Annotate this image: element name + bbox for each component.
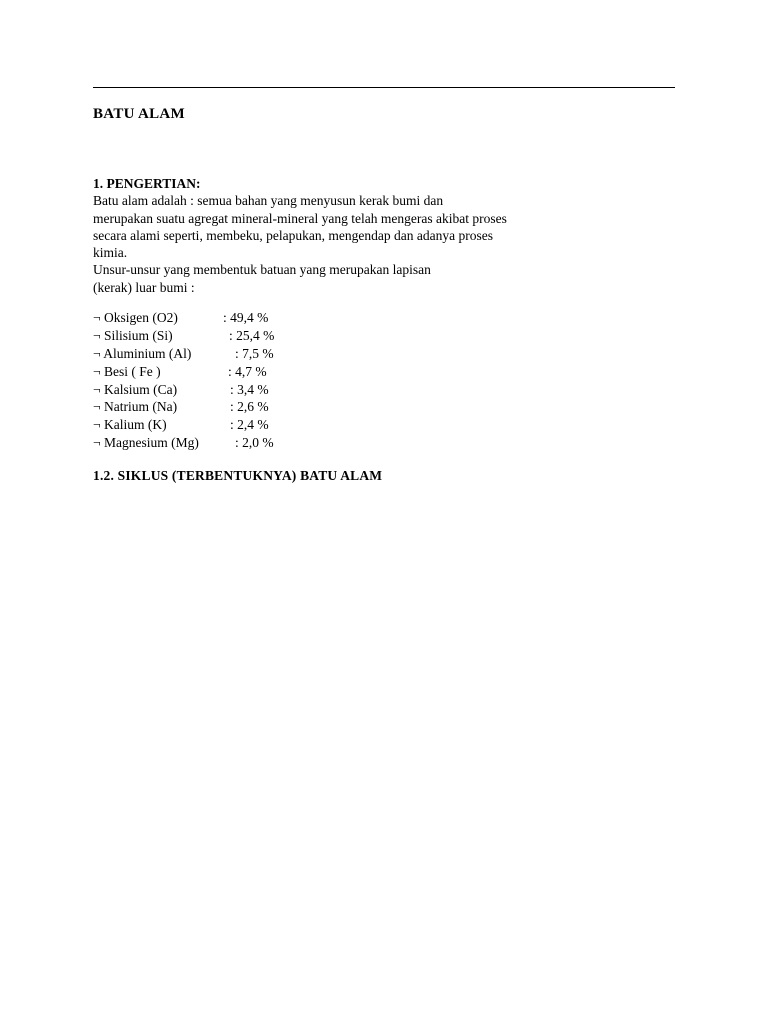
paragraph-line: (kerak) luar bumi : xyxy=(93,279,195,295)
paragraph-line: kimia. xyxy=(93,245,128,261)
document-title: BATU ALAM xyxy=(93,106,186,122)
element-name: ¬ Besi ( Fe ) xyxy=(93,363,161,379)
element-percentage: : 2,6 % xyxy=(230,399,269,415)
element-name: ¬ Oksigen (O2) xyxy=(93,310,178,325)
element-percentage: : 2,0 % xyxy=(235,435,274,451)
paragraph-line: merupakan suatu agregat mineral-mineral yang telah mengeras akibat proses xyxy=(93,210,507,226)
paragraph-line: Unsur-unsur yang membentuk batuan yang merupakan lapisan xyxy=(93,262,431,278)
element-percentage: : 25,4 % xyxy=(229,327,275,343)
element-name: ¬ Silisium (Si) xyxy=(93,327,173,343)
section-heading-pengertian: 1. PENGERTIAN: xyxy=(93,176,201,191)
element-percentage: : 7,5 % xyxy=(235,345,274,361)
section-heading-siklus: 1.2. SIKLUS (TERBENTUKNYA) BATU ALAM xyxy=(93,468,383,483)
element-name: ¬ Magnesium (Mg) xyxy=(93,435,199,451)
element-percentage: : 3,4 % xyxy=(230,381,269,397)
element-name: ¬ Natrium (Na) xyxy=(93,399,178,415)
element-percentage: : 4,7 % xyxy=(228,363,267,379)
section-pengertian xyxy=(93,175,683,296)
top-horizontal-rule xyxy=(93,87,675,88)
paragraph-line: Batu alam adalah : semua bahan yang menyusun kerak bumi dan xyxy=(93,193,444,209)
element-percentage: : 49,4 % xyxy=(223,310,269,325)
element-name: ¬ Kalium (K) xyxy=(93,417,167,433)
element-name: ¬ Aluminium (Al) xyxy=(93,345,192,361)
paragraph-line: secara alami seperti, membeku, pelapukan, mengendap dan adanya proses xyxy=(93,227,493,243)
element-name: ¬ Kalsium (Ca) xyxy=(93,381,178,397)
element-percentage: : 2,4 % xyxy=(230,417,269,433)
